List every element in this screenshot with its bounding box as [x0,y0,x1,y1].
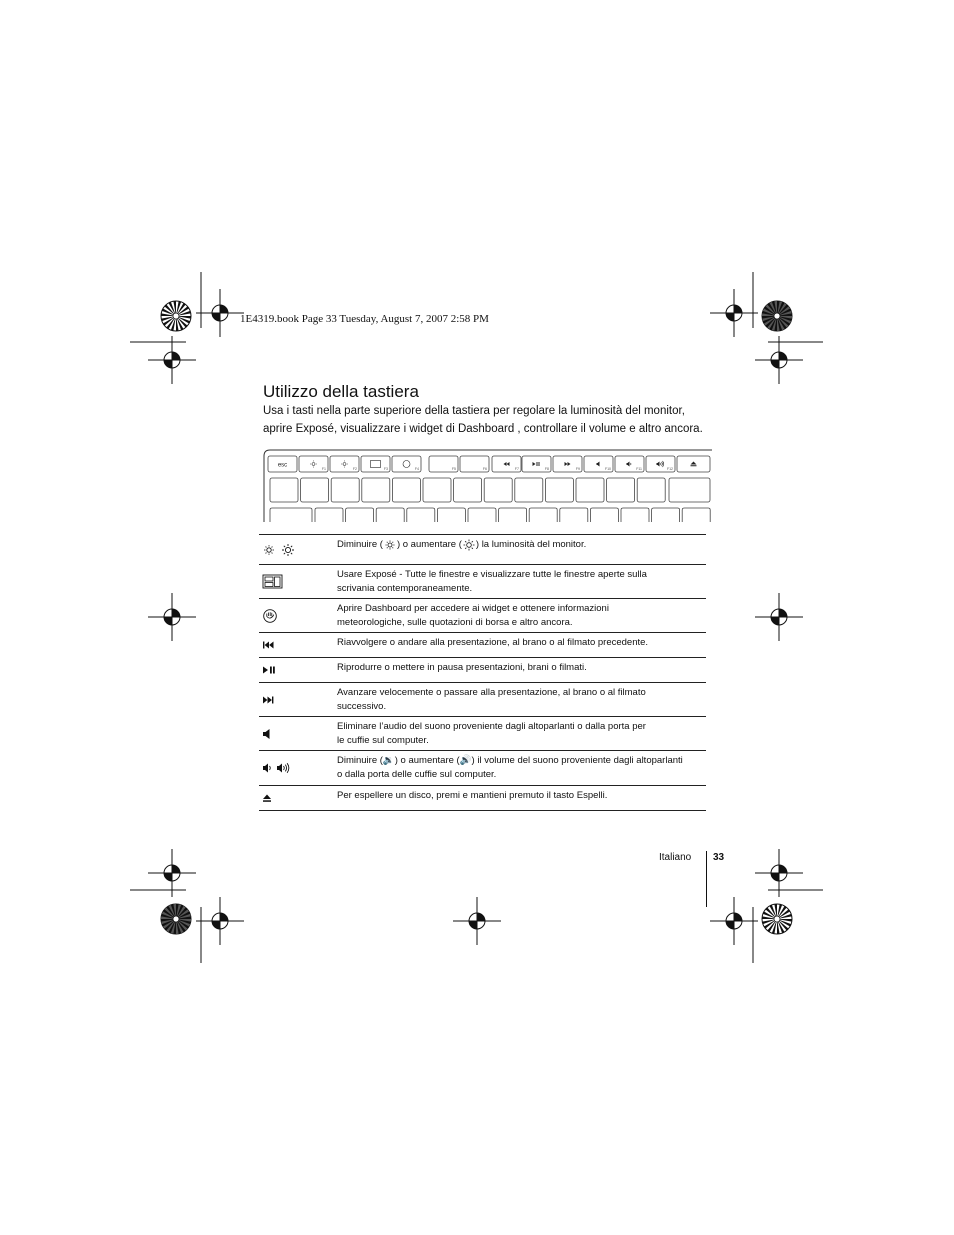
function-key [299,456,328,472]
desc-line-1: Aprire Dashboard per accedere ai widget e ottenere informazioni [337,603,609,614]
volume-up-icon [277,763,289,773]
book-file-header: 1E4319.book Page 33 Tuesday, August 7, 2007 2:58 PM [240,313,489,325]
desc-text-pre: Diminuire ( [337,539,383,550]
row-play-pause [259,657,706,682]
key [437,508,465,522]
volume-down-icon [263,764,270,773]
key [346,508,374,522]
key [590,508,618,522]
row-rewind [259,632,706,657]
registration-target [755,593,803,641]
key [468,508,496,522]
fn-key-label: F10 [604,467,611,471]
desc-line-1: Eliminare l’audio del suono proveniente dagli altoparlanti o dalla porta per [337,721,646,732]
row-description [337,636,682,650]
key [621,508,649,522]
brightness-down-icon [383,539,397,551]
desc-line-1: Usare Exposé - Tutte le finestre e visualizzare tutte le finestre aperte sulla [337,569,647,580]
rewind-icon [262,640,276,650]
desc-line-1: Avanzare velocemente o passare alla presentazione, al brano o al filmato [337,687,646,698]
registration-target [196,897,244,945]
desc-line-2: o dalla porta delle cuffie sul computer. [337,769,497,780]
desc-line-1: Riprodurre o mettere in pausa presentazioni, brani o filmati. [337,662,587,673]
intro-line-2: aprire Exposé, visualizzare i widget di Dashboard , controllare il volume e altro ancora. [263,422,703,435]
function-key [615,456,644,472]
key [652,508,680,522]
key [515,478,543,502]
fn-key-label: F3 [383,467,388,471]
key [392,478,420,502]
registration-starburst [161,301,191,331]
registration-target [148,336,196,384]
key [315,508,343,522]
dashboard-icon [262,608,278,624]
row-icon-cell [262,535,332,564]
row-description [337,568,682,596]
function-key [646,456,675,472]
key [576,478,604,502]
key [560,508,588,522]
desc-line-1: Per espellere un disco, premi e mantieni premuto il tasto Espelli. [337,790,608,801]
row-description [337,602,682,630]
desc-line-1: Riavvolgere o andare alla presentazione, al brano o al filmato precedente. [337,637,649,648]
fn-key-label: F12 [666,467,673,471]
tab-key [270,508,312,522]
footer-divider [706,851,707,907]
row-icon-cell [262,717,332,750]
key [423,478,451,502]
row-description [337,661,682,675]
key [454,478,482,502]
key [407,508,435,522]
fn-key-label: F6 [482,467,487,471]
desc-line-2: successivo. [337,701,387,712]
registration-starburst [762,301,792,331]
row-icon-cell [262,786,332,810]
row-icon-cell [262,751,332,785]
registration-target [453,897,501,945]
row-expose [259,564,706,598]
fn-key-label: F5 [451,467,456,471]
key [545,478,573,502]
function-key [392,456,421,472]
brightness-down-icon [264,545,274,555]
function-key [361,456,390,472]
row-volume [259,750,706,785]
fn-key-label: F1 [321,467,326,471]
mute-icon [262,728,272,740]
desc-text-post: ) la luminosità del monitor. [475,539,587,550]
key [362,478,390,502]
delete-key [669,478,710,502]
function-key [429,456,458,472]
function-key [330,456,359,472]
desc-line-1: Diminuire (🔉) o aumentare (🔊) il volume del suono proveniente dagli altoparlanti [337,755,683,766]
brightness-up-icon [282,544,294,556]
row-description [337,789,682,803]
desc-line-2: scrivania contemporaneamente. [337,583,473,594]
row-mute [259,716,706,750]
page-number: 33 [713,852,725,863]
footer-language: Italiano [659,852,692,863]
fn-key-label: F2 [352,467,357,471]
fn-key-label: F11 [636,467,642,471]
function-key [268,456,297,472]
desc-line-2: le cuffie sul computer. [337,735,429,746]
key [301,478,329,502]
fn-key-label: F9 [575,467,580,471]
key [682,508,710,522]
key [376,508,404,522]
function-keys-table [259,534,706,811]
row-icon-cell [262,633,332,657]
function-key [460,456,489,472]
play-pause-icon [262,665,278,675]
key [607,478,635,502]
registration-target [710,289,758,337]
key [637,478,665,502]
function-key [677,456,710,472]
intro-paragraph [263,403,713,438]
row-icon-cell [262,658,332,682]
registration-target [755,336,803,384]
expose-icon [262,574,284,590]
row-eject [259,785,706,811]
row-description [337,720,682,748]
registration-starburst [762,904,792,934]
key [484,478,512,502]
page-title: Utilizzo della tastiera [263,382,419,401]
registration-target [710,897,758,945]
row-icon-cell [262,683,332,716]
fast-forward-icon [262,695,276,705]
registration-target [196,289,244,337]
function-key [522,456,551,472]
key [529,508,557,522]
row-description [337,686,682,714]
esc-icon [278,463,287,469]
function-key [492,456,521,472]
eject-icon [262,793,274,803]
desc-line-2: meteorologiche, sulle quotazioni di borsa e altro ancora. [337,617,573,628]
fn-key-label: F8 [544,467,549,471]
row-description [337,538,682,552]
brightness-icons [262,543,302,557]
keyboard-illustration [262,448,714,524]
intro-line-1: Usa i tasti nella parte superiore della tastiera per regolare la luminosità del monitor, [263,405,685,417]
key [331,478,359,502]
registration-target [148,593,196,641]
row-description [337,754,682,782]
row-dashboard [259,598,706,632]
esc-key-label: esc [277,462,288,469]
row-fast-forward [259,682,706,716]
volume-icons [262,761,294,775]
row-icon-cell [262,565,332,598]
row-icon-cell [262,599,332,632]
registration-starburst [161,904,191,934]
fn-key-label: F4 [414,467,419,471]
fn-key-label: F7 [514,467,519,471]
key [499,508,527,522]
function-key [553,456,582,472]
row-brightness [259,534,706,564]
function-key [584,456,613,472]
brightness-up-icon [462,539,476,551]
key [270,478,298,502]
desc-text-mid: ) o aumentare ( [396,539,462,550]
